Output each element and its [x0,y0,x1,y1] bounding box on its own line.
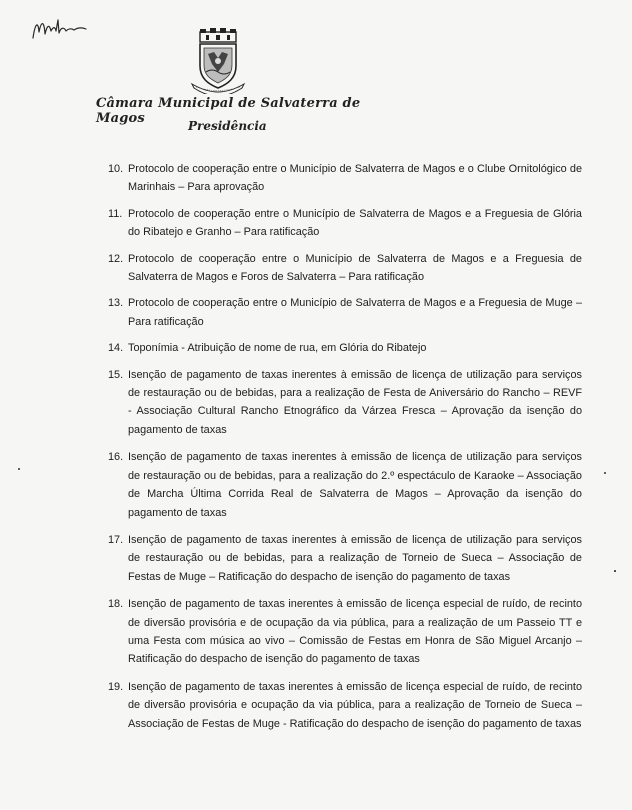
agenda-item [108,366,582,440]
agenda-item [108,595,582,669]
handwritten-signature [30,14,92,44]
item-text: Protocolo de cooperação entre o Município de Salvaterra de Magos e a Freguesia de Glória do Ribatejo e Granho – Para ratificação [128,207,582,239]
item-text: Isenção de pagamento de taxas inerentes à emissão de licença de utilização para serviços de restauração ou de bebidas, para a realização de Torneio de Sueca – Associação de Festas de Muge – Ratificação do despacho de isenção do pagamento de taxas [128,533,582,583]
item-number: 14. [108,342,124,355]
item-number: 13. [108,297,124,310]
item-text: Protocolo de cooperação entre o Município de Salvaterra de Magos e o Clube Ornitológico de Marinhais – Para aprovação [128,163,582,194]
agenda-item [108,448,582,522]
department-subtitle: Presidência [188,119,267,133]
item-number: 18. [108,598,124,611]
item-text: Isenção de pagamento de taxas inerentes à emissão de licença especial de ruído, de recinto de diversão provisória e ocupação da via pública, para a realização de Torneio de Sueca – Associação de Festas de Muge - Ratificação do despacho de isenção do pagamento de taxas [128,680,582,730]
agenda-list [108,160,582,733]
item-text: Isenção de pagamento de taxas inerentes à emissão de licença de utilização para serviços de restauração ou de bebidas, para a realização do 2.º espectáculo de Karaoke – Associação de Marcha Última Corrida Real de Salvaterra de Magos – Aprovação da isenção do pagamento de taxas [128,451,582,519]
agenda-item [108,339,582,357]
agenda-item [108,294,582,331]
agenda-item [108,250,582,287]
agenda-item [108,160,582,197]
scan-speck [614,570,616,572]
item-number: 19. [108,680,124,693]
item-text: Protocolo de cooperação entre o Município de Salvaterra de Magos e a Freguesia de Muge – Para ratificação [128,297,582,328]
item-number: 15. [108,368,124,381]
item-text: Isenção de pagamento de taxas inerentes à emissão de licença de utilização para serviços de restauração ou de bebidas, para a realização de Festa de Aniversário do Rancho – REVF - Associação Cultural Rancho Etnográfico da Várzea Fresca – Aprovação da isenção do pagamento de taxas [128,368,582,436]
municipal-coat-of-arms-icon [186,28,250,94]
item-text: Toponímia - Atribuição de nome de rua, em Glória do Ribatejo [128,342,427,355]
scan-speck [604,472,606,474]
scan-speck [18,468,20,470]
institution-title: Câmara Municipal de Salvaterra de Magos [96,96,361,126]
item-number: 16. [108,451,124,464]
item-text: Isenção de pagamento de taxas inerentes à emissão de licença especial de ruído, de recinto de diversão provisória e de ocupação da via pública, para a realização de um Passeio TT e uma Festa com música ao vivo – Comissão de Festas em Honra de São Miguel Arcanjo – Ratificação do despacho de isenção do pagamento de taxas [128,598,582,666]
agenda-item [108,678,582,733]
item-number: 12. [108,252,124,265]
item-number: 11. [108,207,123,220]
item-text: Protocolo de cooperação entre o Município de Salvaterra de Magos e a Freguesia de Salvaterra de Magos e Foros de Salvaterra – Para ratificação [128,252,582,284]
item-number: 17. [108,533,124,546]
agenda-item [108,531,582,586]
item-number: 10. [108,163,124,175]
agenda-item [108,205,582,242]
